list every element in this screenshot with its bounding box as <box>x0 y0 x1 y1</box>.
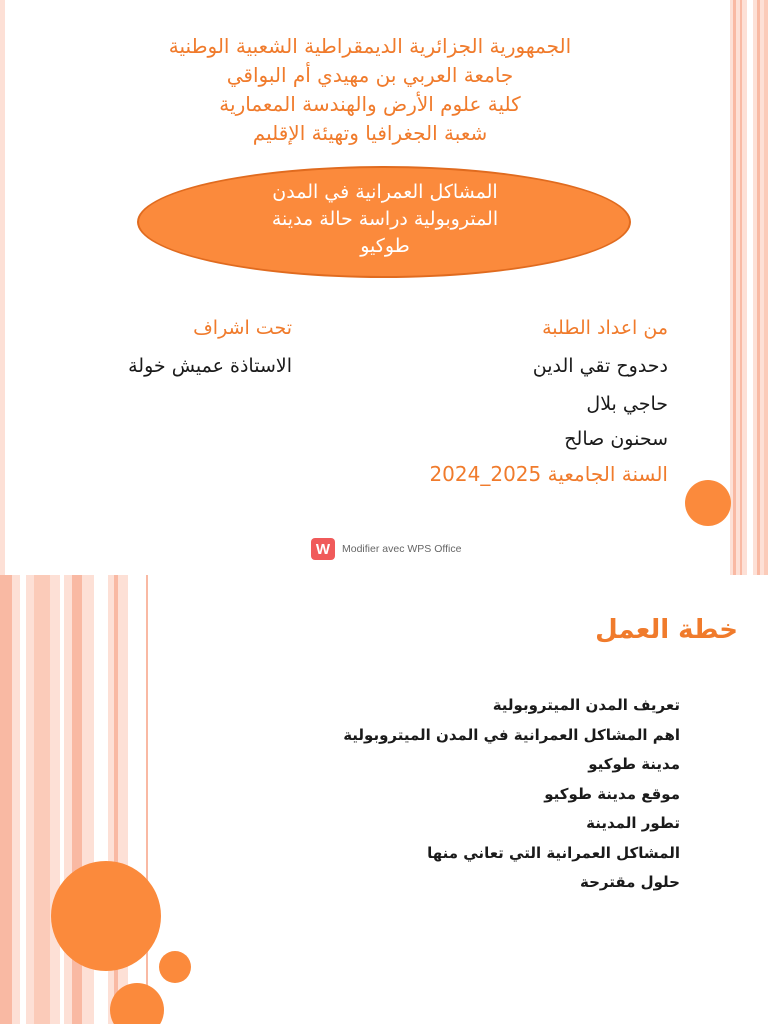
decorative-circle <box>51 861 161 971</box>
left-stripe <box>20 575 26 1024</box>
institution-header <box>60 32 680 148</box>
right-stripe <box>757 0 760 575</box>
left-stripe <box>60 575 64 1024</box>
supervisor-label: تحت اشراف <box>193 317 292 339</box>
left-edge-stripe <box>0 0 5 575</box>
student-name: حاجي بلال <box>586 393 668 415</box>
right-stripe <box>740 0 742 575</box>
header-line-university: جامعة العربي بن مهيدي أم البواقي <box>226 63 514 87</box>
plan-item: المشاكل العمرانية التي تعاني منها <box>427 843 680 862</box>
left-stripe <box>34 575 50 1024</box>
plan-item: تطور المدينة <box>586 814 680 832</box>
thesis-title-line: المتروبولية دراسة حالة مدينة <box>271 208 499 230</box>
plan-item: تعريف المدن الميتروبولية <box>492 696 680 714</box>
plan-item: حلول مقترحة <box>579 873 680 891</box>
header-line-faculty: كلية علوم الأرض والهندسة المعمارية <box>219 92 521 116</box>
wps-edit-badge[interactable] <box>311 537 461 561</box>
wps-logo-icon: W <box>311 538 335 560</box>
left-stripe <box>0 575 12 1024</box>
thesis-title <box>180 179 590 260</box>
decorative-circle <box>110 983 164 1024</box>
right-stripe <box>747 0 753 575</box>
wps-badge-text: Modifier avec WPS Office <box>342 543 462 555</box>
plan-item: موقع مدينة طوكيو <box>544 784 680 803</box>
decorative-circle <box>159 951 191 983</box>
right-stripe <box>764 0 768 575</box>
left-stripe <box>146 575 148 1024</box>
student-name: سحنون صالح <box>564 428 668 450</box>
plan-slide <box>0 575 768 1024</box>
plan-item: اهم المشاكل العمرانية في المدن الميتروبولية <box>343 725 680 744</box>
thesis-title-line: المشاكل العمرانية في المدن <box>272 181 498 203</box>
header-line-department: شعبة الجغرافيا وتهيئة الإقليم <box>252 121 488 145</box>
header-line-republic: الجمهورية الجزائرية الديمقراطية الشعبية الوطنية <box>168 34 572 58</box>
plan-title: خطة العمل <box>595 615 738 645</box>
academic-year: السنة الجامعية 2025_2024 <box>429 462 668 486</box>
decorative-circle <box>685 480 731 526</box>
plan-item: مدينة طوكيو <box>588 755 680 773</box>
thesis-title-line: طوكيو <box>360 235 410 257</box>
supervisor-name: الاستاذة عميش خولة <box>128 355 292 377</box>
student-name: دحدوح تقي الدين <box>532 355 668 377</box>
right-stripe <box>733 0 736 575</box>
plan-list <box>330 691 680 898</box>
students-label: من اعداد الطلبة <box>542 317 668 339</box>
